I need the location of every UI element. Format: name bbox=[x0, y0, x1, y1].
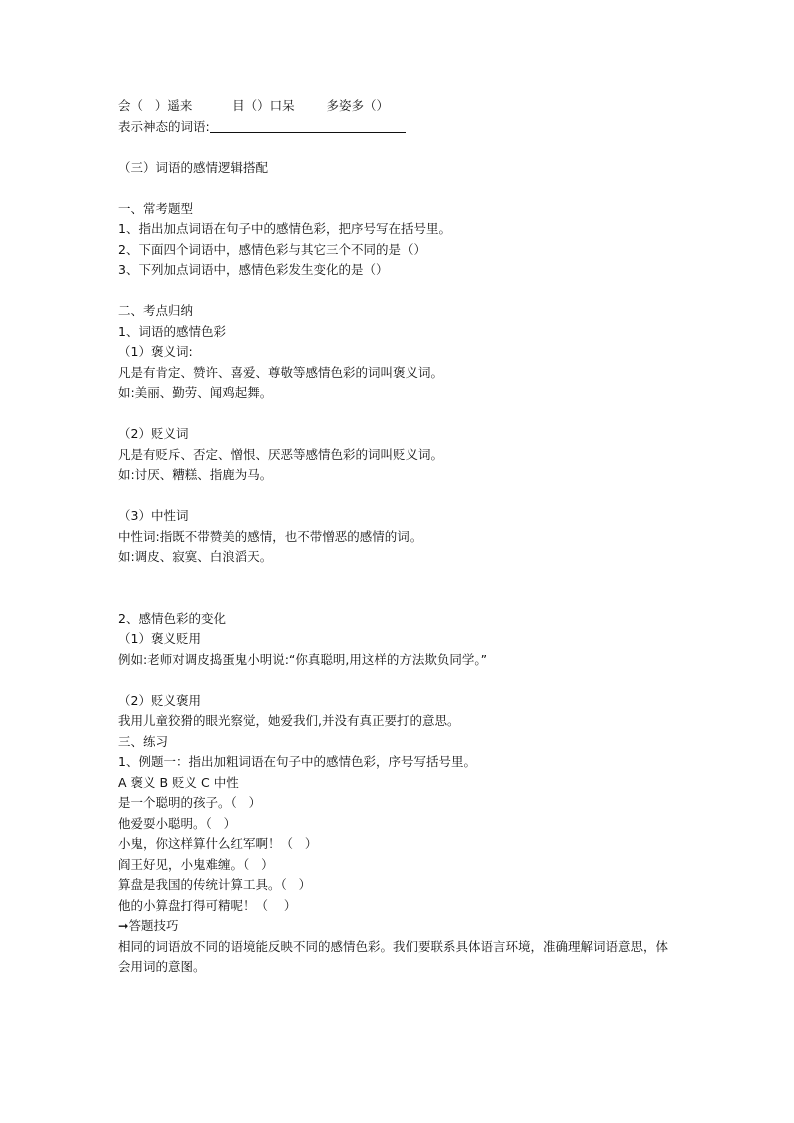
change1-title: （1）褒义贬用 bbox=[118, 631, 201, 646]
exercise-sentence: 阎王好见，小鬼难缠。（ ） bbox=[118, 856, 274, 872]
exercise-sentence: 他爱耍小聪明。（ ） bbox=[118, 815, 237, 831]
exercise-intro: 1、例题一：指出加粗词语在句子中的感情色彩，序号写括号里。 bbox=[118, 754, 476, 769]
question-type-item: 2、下面四个词语中，感情色彩与其它三个不同的是（） bbox=[118, 241, 426, 257]
arrow-right-icon: ➞ bbox=[118, 918, 129, 933]
derogatory-title: （2）贬义词 bbox=[118, 426, 189, 441]
tip-heading bbox=[118, 916, 718, 937]
expression-words-row bbox=[118, 117, 718, 138]
exercise-sentence: 他的小算盘打得可精呢！（ ） bbox=[118, 897, 297, 913]
question-type-item: 3、下列加点词语中，感情色彩发生变化的是（） bbox=[118, 262, 389, 277]
neutral-example: 如:调皮、寂寞、白浪滔天。 bbox=[118, 549, 273, 564]
fill-blank-idioms: 会（ ）遥来 目（）口呆 多姿多（） bbox=[118, 98, 389, 113]
part2-title: 二、考点归纳 bbox=[118, 303, 194, 318]
derogatory-definition: 凡是有贬斥、否定、憎恨、厌恶等感情色彩的词叫贬义词。 bbox=[118, 446, 444, 462]
document-page bbox=[118, 96, 718, 978]
exercise-sentence: 算盘是我国的传统计算工具。（ ） bbox=[118, 877, 312, 892]
part3-title: 三、练习 bbox=[118, 733, 169, 749]
neutral-title: （3）中性词 bbox=[118, 508, 189, 523]
question-type-item: 1、指出加点词语在句子中的感情色彩，把序号写在括号里。 bbox=[118, 221, 451, 236]
exercise-options: A 褒义 B 贬义 C 中性 bbox=[118, 774, 239, 790]
exercise-sentence: 是一个聪明的孩子。（ ） bbox=[118, 795, 262, 810]
neutral-definition: 中性词:指既不带赞美的感情，也不带憎恶的感情的词。 bbox=[118, 528, 423, 544]
exercise-sentence: 小鬼，你这样算什么红军啊！（ ） bbox=[118, 836, 318, 851]
subsection-title: 2、感情色彩的变化 bbox=[118, 610, 226, 626]
commendatory-title: （1）褒义词: bbox=[118, 344, 193, 359]
commendatory-example: 如:美丽、勤劳、闻鸡起舞。 bbox=[118, 385, 273, 400]
change2-title: （2）贬义褒用 bbox=[118, 692, 201, 708]
answer-blank bbox=[210, 118, 406, 133]
change2-example: 我用儿童狡猾的眼光察觉，她爱我们,并没有真正要打的意思。 bbox=[118, 713, 460, 728]
section-title: （三）词语的感情逻辑搭配 bbox=[118, 159, 269, 175]
tip-title: 答题技巧 bbox=[128, 918, 179, 933]
subsection-title: 1、词语的感情色彩 bbox=[118, 323, 226, 339]
commendatory-definition: 凡是有肯定、赞许、喜爱、尊敬等感情色彩的词叫褒义词。 bbox=[118, 364, 444, 380]
tip-text: 相同的词语放不同的语境能反映不同的感情色彩。我们要联系具体语言环境，准确理解词语意思，体会用词的意图。 bbox=[118, 938, 669, 974]
expression-words-label: 表示神态的词语: bbox=[118, 118, 210, 134]
derogatory-example: 如:讨厌、糟糕、指鹿为马。 bbox=[118, 467, 273, 482]
change1-example: 例如:老师对调皮捣蛋鬼小明说:“你真聪明,用这样的方法欺负同学。” bbox=[118, 651, 488, 667]
part1-title: 一、常考题型 bbox=[118, 200, 194, 216]
